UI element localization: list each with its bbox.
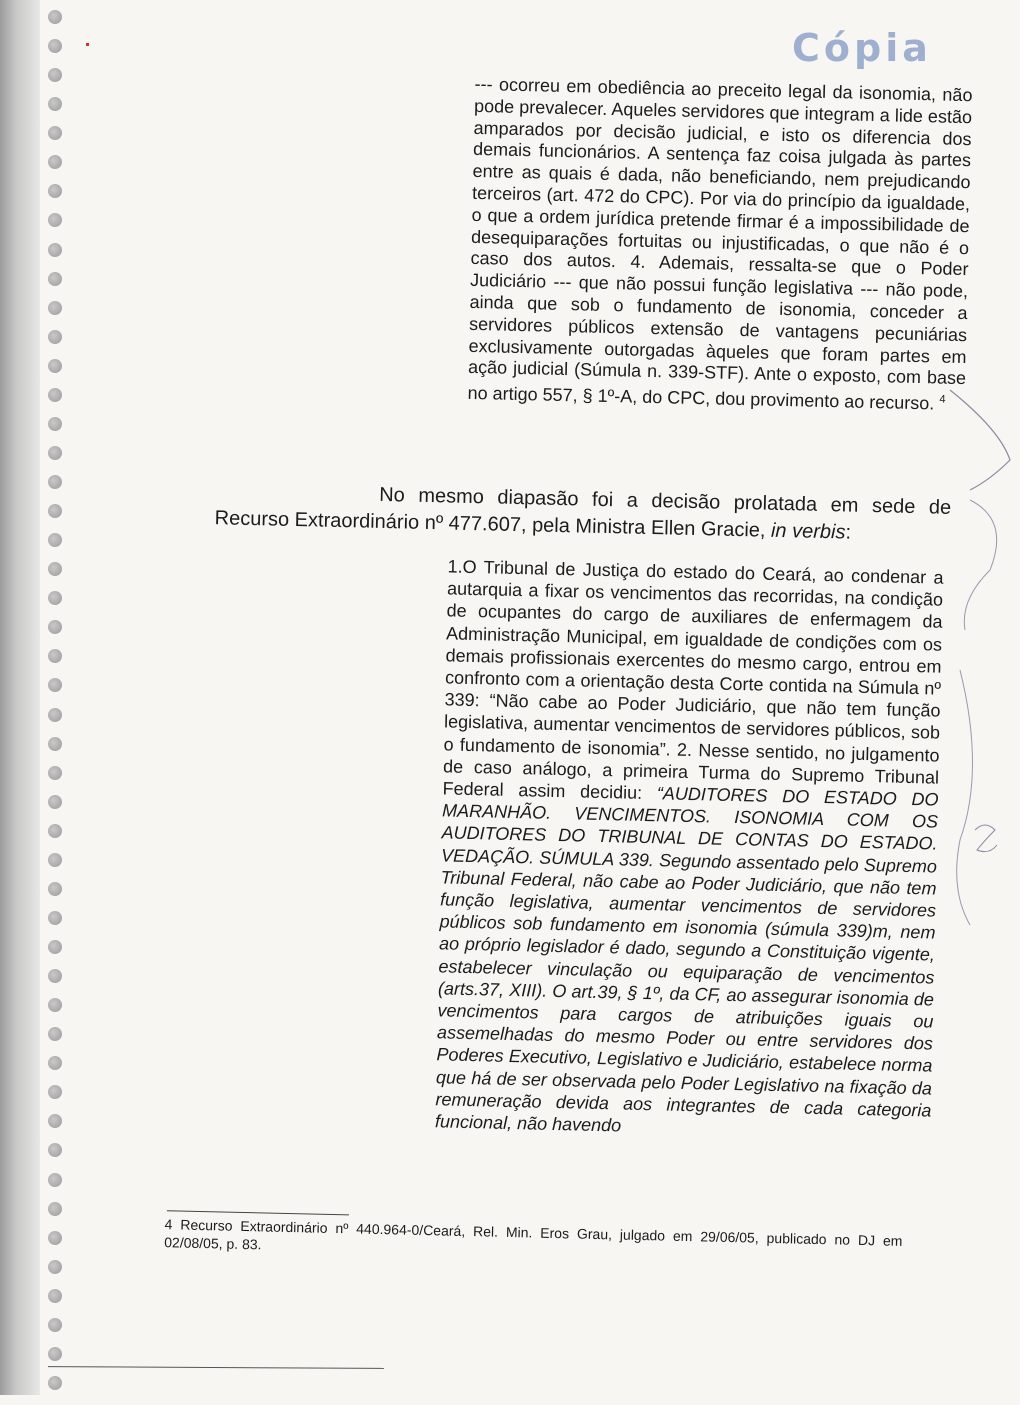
body-paragraph-italic: in verbis xyxy=(770,519,846,544)
block-quote-2-text: 1.O Tribunal de Justiça do estado do Ceará, ao condenar a autarquia a fixar os vencimentos das recorridas, na condição de ocupantes do cargo de auxiliares de enfermagem da Administração Municipal, em igualdade de condições com os demais profissionais exercentes do mesmo cargo, entrou em confronto com a orientação desta Corte contida na Súmula nº 339: “Não cabe ao Poder Judiciário, que não tem função legislativa, aumentar vencimentos de servidores públicos, sob o fundamento de isonomia”. 2. Nesse sentido, no julgamento de caso análogo, a primeira Turma do Supremo Tribunal Federal assim decidiu: xyxy=(442,556,944,804)
block-quote-2-italic: “AUDITORES DO ESTADO DO MARANHÃO. VENCIMENTOS. ISONOMIA COM OS AUDITORES DO TRIBUNAL DE CONTAS DO ESTADO. VEDAÇÃO. SÚMULA 339. Segundo assentado pelo Supremo Tribunal Federal, não cabe ao Poder Judiciário, que não tem função legislativa, aumentar vencimentos de servidores públicos sob fundamento em isonomia (súmula 339)m, nem ao próprio legislador é dado, segundo a Constituição vigente, estabelecer vinculação ou equiparação de vencimentos (arts.37, XIII). O art.39, § 1º, da CF, ao assegurar isonomia de vencimentos para cargos de atribuições iguais ou assemelhadas do mesmo Poder ou entre servidores dos Poderes Executivo, Legislativo e Judiciário, estabelece norma que há de ser observada pelo Poder Legislativo na fixação da remuneração devida aos integrantes de cada categoria funcional, não havendo xyxy=(434,783,939,1136)
pen-annotation xyxy=(930,370,1020,930)
body-paragraph xyxy=(214,478,951,549)
block-quote-1 xyxy=(467,74,972,416)
block-quote-2 xyxy=(435,555,944,1143)
footnote-ref: 4 xyxy=(939,393,946,406)
body-paragraph-end: : xyxy=(845,521,852,544)
footnote: 4 Recurso Extraordinário nº 440.964-0/Ceará, Rel. Min. Eros Grau, julgado em 29/06/05, publicado no DJ em 02/08/05, p. 83. xyxy=(164,1216,903,1253)
footnote-separator xyxy=(167,1210,349,1215)
block-quote-1-text: --- ocorreu em obediência ao preceito legal da isonomia, não pode prevalecer. Aqueles servidores que integram a lide estão amparados por decisão judicial, e isto os diferencia dos demais funcionários. A sentença faz coisa julgada às partes entre as quais é dada, não beneficiando, nem prejudicando terceiros (art. 472 do CPC). Por via do princípio da igualdade, o que a ordem jurídica pretende firmar é a impossibilidade de desequiparações fortuitas ou injustificadas, o que não é o caso dos autos. 4. Ademais, ressalta-se que o Poder Judiciário --- que não possui função legislativa --- não pode, ainda que sob o fundamento de isonomia, conceder a servidores públicos extensão de vantagens pecuniárias exclusivamente outorgadas àqueles que foram partes em ação judicial (Súmula n. 339-STF). Ante o exposto, com base no artigo 557, § 1º-A, do CPC, dou provimento ao recurso. xyxy=(467,73,973,414)
body-paragraph-text: No mesmo diapasão foi a decisão prolatada em sede de Recurso Extraordinário nº 477.607, pela Ministra Ellen Gracie, xyxy=(214,483,952,542)
copy-stamp: Cópia xyxy=(792,26,932,70)
